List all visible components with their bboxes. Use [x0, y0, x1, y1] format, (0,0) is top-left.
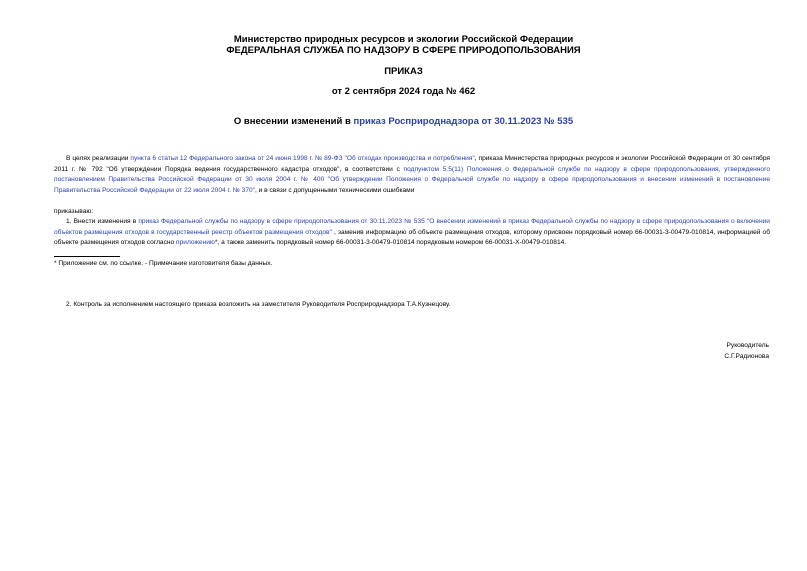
- preamble-link-regulation[interactable]: подпунктом 5.5(11) Положения о Федеральной службе по надзору в сфере природопользования, утвержденного постановлением Правительства Российской Федерации от 30 июля 2004 г. № 400 "Об утверждении Положения о Федеральной службе по надзору в сфере природопользования и внесении изменений в постановление Правительства Российской Федерации от 22 июля 2004 г. № 370": [54, 165, 771, 195]
- document-title: [0, 116, 807, 127]
- item-1-text-3: *, а также заменить порядковый номер 66-00031-3-00479-010814 порядковым номером 66-00031-Х-00479-010814.: [214, 239, 567, 247]
- item-1-text-1: 1. Внести изменения в: [66, 218, 139, 225]
- preamble-text-3: , и в связи с допущенными техническими ошибками: [255, 187, 415, 195]
- preamble-paragraph: [54, 154, 770, 197]
- item-1-link-order[interactable]: приказ Федеральной службы по надзору в сфере природопользования от 30.11.2023 № 535 "О внесении изменений в приказ Федеральной службы по надзору в сфере природопользования о включении объектов размещения отходов в государственный реестр объектов размещения отходов": [54, 218, 770, 236]
- preamble-link-federal-law[interactable]: пункта 6 статьи 12 Федерального закона от 24 июня 1998 г. № 89-ФЗ "Об отходах производства и потребления": [130, 155, 475, 162]
- title-link[interactable]: приказ Росприроднадзора от 30.11.2023 № 535: [353, 116, 574, 127]
- item-1-paragraph: [54, 217, 770, 249]
- preamble-text-1: В целях реализации: [66, 155, 131, 162]
- item-1-text-2: , заменив информацию об объекте размещения отходов, которому присвоен порядковый номер 66-00031-3-00479-010814, информацией об объекте размещения отходов согласно: [54, 228, 770, 247]
- document-date-number: от 2 сентября 2024 года № 462: [331, 86, 476, 97]
- signatory-name: С.Г.Радионова: [724, 353, 769, 360]
- footnote: * Приложение см. по ссылке. - Примечание изготовителя базы данных.: [54, 260, 273, 267]
- preamble-text-2: , приказа Министерства природных ресурсов и экологии Российской Федерации от 30 сентября 2011 г. № 792 "Об утверждении Порядка ведения государственного кадастра отходов", в соответствии с: [54, 155, 770, 173]
- title-text: О внесении изменений в: [233, 116, 354, 127]
- item-2-paragraph: 2. Контроль за исполнением настоящего приказа возложить на заместителя Руководителя Росприроднадзора Т.А.Кузнецову.: [66, 301, 451, 308]
- document-type: ПРИКАЗ: [384, 66, 423, 77]
- item-1-link-appendix[interactable]: приложению: [176, 239, 215, 247]
- ministry-name: Министерство природных ресурсов и экологии Российской Федерации: [233, 34, 574, 45]
- orders-word: приказываю:: [54, 208, 94, 215]
- footnote-divider: [54, 256, 120, 257]
- signatory-position: Руководитель: [726, 342, 769, 349]
- service-name: ФЕДЕРАЛЬНАЯ СЛУЖБА ПО НАДЗОРУ В СФЕРЕ ПРИРОДОПОЛЬЗОВАНИЯ: [226, 45, 581, 56]
